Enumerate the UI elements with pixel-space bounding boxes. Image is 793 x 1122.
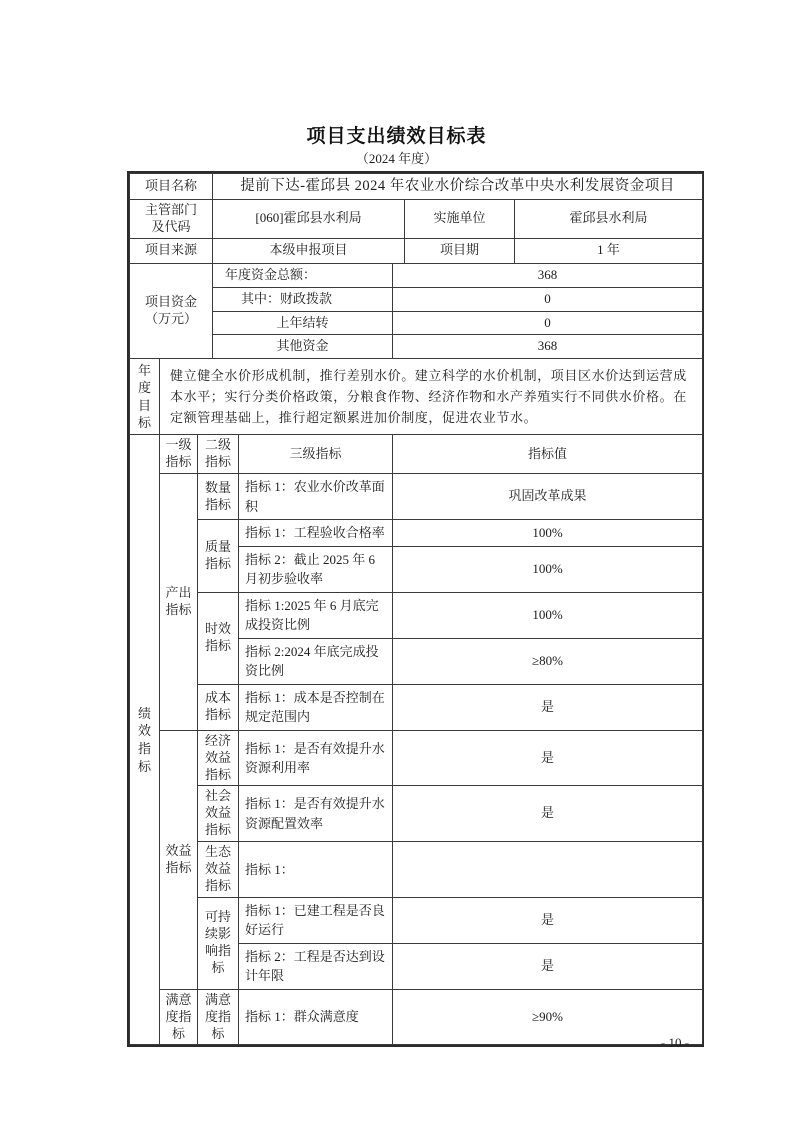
level2-ecological: 生态效益指标: [198, 842, 239, 898]
page-number: - 10 -: [660, 1035, 690, 1050]
funds-table: [129, 263, 703, 360]
level1-benefit: 效益指标: [160, 730, 198, 989]
indicator-value: 是: [393, 684, 703, 730]
document-title: 项目支出绩效目标表: [306, 126, 487, 147]
dept-label: [130, 200, 213, 239]
level2-timeliness: 时效指标: [198, 592, 239, 684]
fund-row-value: 368: [393, 263, 703, 287]
level2-quantity: 数量指标: [198, 474, 239, 520]
indicator-value: 是: [393, 730, 703, 786]
dept-label-line2: 及代码: [151, 218, 191, 234]
annual-goal-text: 健立健全水价形成机制，推行差别水价。建立科学的水价机制，项目区水价达到运营成本水平；实行分类价格政策，分粮食作物、经济作物和水产养殖实行不同供水价格。在定额管理基础上，推行超定额累进加价制度，促进农业节水。: [160, 359, 703, 435]
indicator-value: ≥90%: [393, 989, 703, 1045]
project-period-value: 1 年: [515, 238, 703, 263]
annual-goal-label: 年度目标: [130, 359, 160, 435]
indicator-name: 指标 1：工程验收合格率: [239, 520, 393, 547]
indicator-name: 指标 2：工程是否达到设计年限: [239, 943, 393, 989]
funds-label-line1: 项目资金: [144, 294, 197, 310]
header-level3: 三级指标: [239, 435, 393, 474]
project-period-label: 项目期: [405, 238, 515, 263]
level1-output: 产出指标: [160, 474, 198, 731]
dept-label-line1: 主管部门: [144, 202, 197, 218]
fund-row-value: 0: [393, 287, 703, 311]
indicator-name: 指标 1：已建工程是否良好运行: [239, 897, 393, 943]
header-level2: 二级指标: [198, 435, 239, 474]
level2-quality: 质量指标: [198, 520, 239, 593]
funds-label: [130, 263, 213, 359]
indicator-name: 指标 1：是否有效提升水资源利用率: [239, 730, 393, 786]
basic-info-table: [129, 173, 703, 264]
indicator-name: 指标 1：群众满意度: [239, 989, 393, 1045]
indicators-table: [129, 434, 703, 1045]
document-subtitle: （2024 年度）: [355, 151, 438, 166]
indicator-value: 100%: [393, 520, 703, 547]
impl-unit-value: 霍邱县水利局: [515, 200, 703, 239]
fund-row-name: 年度资金总额：: [213, 263, 393, 287]
fund-row-name: 其中：财政拨款: [213, 287, 393, 311]
indicator-value: 是: [393, 786, 703, 842]
indicators-section-label: 绩效指标: [130, 435, 160, 1045]
header-value: 指标值: [393, 435, 703, 474]
impl-unit-label: 实施单位: [405, 200, 515, 239]
funds-label-line2: （万元）: [144, 311, 197, 327]
indicator-value: 是: [393, 897, 703, 943]
indicator-name: 指标 1：是否有效提升水资源配置效率: [239, 786, 393, 842]
indicator-value: 100%: [393, 592, 703, 638]
indicator-name: 指标 2：截止 2025 年 6 月初步验收率: [239, 546, 393, 592]
level2-cost: 成本指标: [198, 684, 239, 730]
indicator-name: 指标 1:2025 年 6 月底完成投资比例: [239, 592, 393, 638]
indicator-name: 指标 1：成本是否控制在规定范围内: [239, 684, 393, 730]
level1-satisfaction: 满意度指标: [160, 989, 198, 1045]
level2-social: 社会效益指标: [198, 786, 239, 842]
project-name-label: 项目名称: [130, 174, 213, 200]
performance-target-table: [127, 171, 704, 1047]
header-level1: 一级指标: [160, 435, 198, 474]
level2-satisfaction: 满意度指标: [198, 989, 239, 1045]
indicator-value: ≥80%: [393, 638, 703, 684]
level2-economic: 经济效益指标: [198, 730, 239, 786]
indicator-name: 指标 1：: [239, 842, 393, 898]
indicator-value: 100%: [393, 546, 703, 592]
dept-value: [060]霍邱县水利局: [213, 200, 405, 239]
indicator-value: 巩固改革成果: [393, 474, 703, 520]
fund-row-value: 368: [393, 335, 703, 359]
indicator-value: [393, 842, 703, 898]
indicator-name: 指标 1：农业水价改革面积: [239, 474, 393, 520]
annual-goal-table: [129, 358, 703, 435]
indicator-value: 是: [393, 943, 703, 989]
indicator-name: 指标 2:2024 年底完成投资比例: [239, 638, 393, 684]
fund-row-name: 上年结转: [213, 311, 393, 335]
project-source-label: 项目来源: [130, 238, 213, 263]
project-name-value: 提前下达-霍邱县 2024 年农业水价综合改革中央水利发展资金项目: [213, 174, 703, 200]
level2-sustainability: 可持续影响指标: [198, 897, 239, 989]
fund-row-name: 其他资金: [213, 335, 393, 359]
project-source-value: 本级申报项目: [213, 238, 405, 263]
fund-row-value: 0: [393, 311, 703, 335]
